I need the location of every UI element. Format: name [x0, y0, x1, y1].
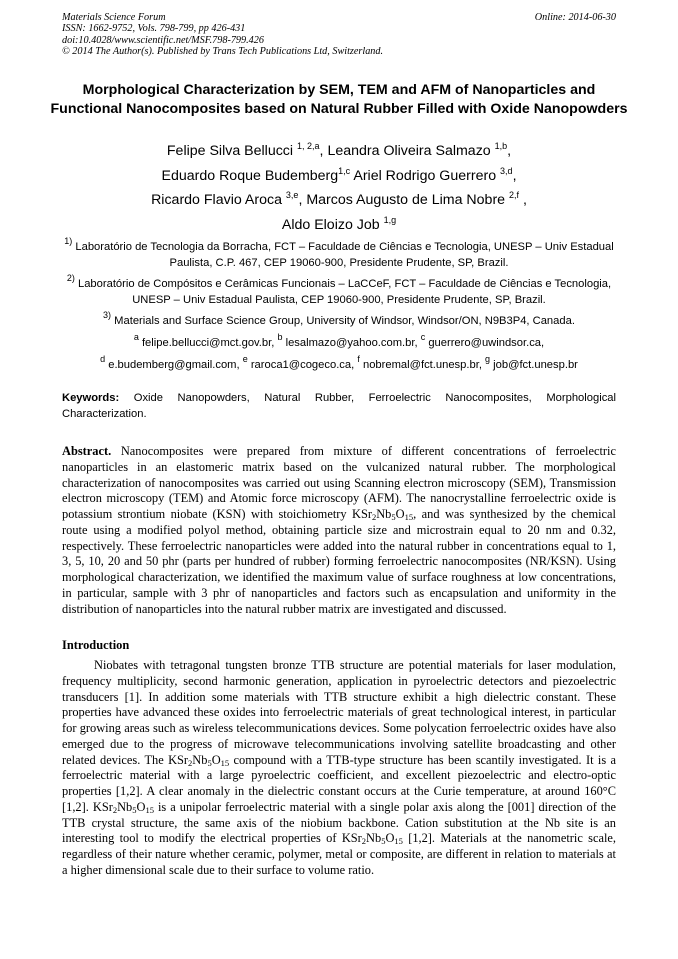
email-mark: a — [133, 332, 139, 342]
email-address[interactable]: nobremal@fct.unesp.br — [362, 359, 479, 371]
author-list — [40, 139, 638, 237]
affiliation-text: Laboratório de Tecnologia da Borracha, FCT – Faculdade de Ciências e Tecnologia, UNESP – Univ Estadual Paulista, C.P. 467, CEP 19060-900, Presidente Prudente, SP, Brazil. — [75, 241, 614, 269]
author-name: Ariel Rodrigo Guerrero — [353, 167, 497, 184]
affiliation-text: Materials and Surface Science Group, University of Windsor, Windsor/ON, N9B3P4, Canada. — [114, 315, 575, 327]
keywords — [62, 391, 616, 422]
introduction-text-part: [1,2]. Materials at the nanometric scale, regardless of their nature whether ceramic, polymer, metal or composite, are different in relation to materials at a higher dimensional scale due to their surface to volume ratio. — [62, 831, 616, 877]
author-name: Leandra Oliveira Salmazo — [327, 143, 491, 159]
affiliation-number: 3) — [103, 310, 112, 320]
affiliation-1 — [62, 236, 616, 271]
journal-doi[interactable]: doi:10.4028/www.scientific.net/MSF.798-799.426 — [62, 34, 264, 46]
author-affiliation-mark: 1,c — [338, 165, 351, 176]
introduction-text-part: Niobates with tetragonal tungsten bronze TTB structure are potential materials for laser modulation, frequency multiplicity, second harmonic generation, application in pyroelectric detectors and piezoelectric transducers [1]. In addition some materials with TTB structure exhibit a high dielectric constant. These properties have advanced these oxides into ferroelectric materials of great technological interest, in particular for growing areas such as wireless telecommunications devices. Some polycation ferroelectric oxides have also emerged due to the progress of microwave telecommunications involving satellite broadcasting and other related devices. The — [62, 658, 616, 767]
email-line-2: $^d$ e.budemberg@gmail.com, $^e$ raroca1@cogeco.ca, $^f$ nobremal@fct.unesp.br, $^g$ job@fct.unesp.br — [100, 354, 578, 371]
author-line-3 — [40, 188, 638, 213]
affiliation-number: 1) — [64, 236, 73, 246]
abstract-text-part: , and was synthesized by the chemical route using a modified polyol method, obtaining particle size and microstrain equal to 20 nm and 0.32, respectively. These ferroelectric nanoparticles were added into the natural rubber in concentrations equal to 1, 3, 5, 10, 20 and 50 phr (parts per hundred of rubber) forming ferroelectric nanocomposites (NR/KSN). Using morphological characterization, we identified the maximum value of surface roughness at low concentrations, in particular, sample with 3 phr of nanoparticles and factors such as encapsulation and uniformity in the distribution of nanoparticles into the natural rubber matrix are investigated and discussed. — [62, 507, 616, 616]
author-name: Eduardo Roque Budemberg — [161, 167, 339, 184]
email-address[interactable]: guerrero@uwindsor.ca — [428, 337, 542, 349]
author-affiliation-mark: 1,g — [383, 214, 397, 225]
introduction-text-part: compound with a TTB-type structure has been scantily investigated. It is a ferroelectric material with a large pyroelectric coefficient, and excellent piezoelectric and electro-optic properties [1,2]. A clear anomaly in the dielectric constant occurs at the Curie temperature, at around 160°C [1,2]. — [62, 752, 616, 814]
author-name: Aldo Eloizo Job — [281, 216, 380, 233]
author-affiliation-mark: 1,b — [494, 141, 508, 151]
chemical-formula: $KSr_2Nb_5O_{15}$ — [352, 507, 414, 522]
author-line-4 — [40, 213, 638, 238]
author-separator: , — [519, 192, 527, 208]
author-affiliation-mark: 3,e — [285, 190, 299, 200]
abstract-label: Abstract. — [62, 444, 112, 458]
email-line-1: $^a$ felipe.bellucci@mct.gov.br, $^b$ lesalmazo@yahoo.com.br, $^c$ guerrero@uwindsor.ca, — [133, 332, 545, 349]
email-mark: b — [277, 332, 283, 342]
author-separator: , — [298, 192, 307, 208]
affiliation-number: 2) — [66, 273, 75, 283]
paper-title: Morphological Characterization by SEM, TEM and AFM of Nanoparticles and Functional Nanocomposites based on Natural Rubber Filled with Oxide Nanopowders — [50, 82, 628, 117]
journal-header — [62, 12, 616, 58]
introduction-paragraph — [62, 658, 616, 879]
keywords-label: Keywords: — [62, 392, 120, 404]
journal-issn: ISSN: 1662-9752, Vols. 798-799, pp 426-431 — [62, 23, 246, 35]
email-mark: c — [420, 332, 426, 342]
author-line-2 — [40, 164, 638, 189]
introduction-text-part: is a unipolar ferroelectric material with a single polar axis along the [001] direction of the TTB crystal structure, the same axis of the niobium backbone. Cation substitution at the Nb site is an interesting tool to modify the electrical properties of — [62, 799, 617, 846]
email-mark: g — [485, 354, 491, 364]
email-address[interactable]: felipe.bellucci@mct.gov.br — [141, 337, 272, 349]
author-name: Marcos Augusto de Lima Nobre — [306, 192, 506, 208]
section-heading-introduction: Introduction — [62, 638, 130, 652]
author-affiliation-mark: 2,f — [509, 190, 520, 200]
chemical-formula: $KSr_2Nb_5O_{15}$ — [168, 752, 230, 768]
author-line-1 — [40, 139, 638, 164]
author-affiliation-mark: 1, 2,a — [297, 141, 320, 151]
author-separator: , — [512, 167, 517, 184]
author-affiliation-mark: 3,d — [500, 165, 513, 176]
author-separator: , — [507, 143, 512, 159]
email-mark: d — [100, 354, 106, 364]
email-address[interactable]: raroca1@cogeco.ca — [250, 359, 352, 371]
chemical-formula: $KSr_2Nb_5O_{15}$ — [92, 799, 154, 815]
journal-name: Materials Science Forum — [62, 12, 166, 23]
keywords-text: Oxide Nanopowders, Natural Rubber, Ferroelectric Nanocomposites, Morphological Characterization. — [62, 392, 616, 420]
email-mark: f — [357, 354, 360, 364]
online-date: Online: 2014-06-30 — [534, 12, 616, 23]
author-name: Ricardo Flavio Aroca — [151, 192, 282, 208]
email-address[interactable]: e.budemberg@gmail.com — [108, 359, 237, 371]
affiliation-text: Laboratório de Compósitos e Cerâmicas Funcionais – LaCCeF, FCT – Faculdade de Ciências e Tecnologia, UNESP – Univ Estadual Paulista, CEP 19060-900, Presidente Prudente, SP, Brazil. — [77, 278, 612, 306]
affiliation-2 — [62, 273, 616, 308]
email-mark: e — [242, 354, 248, 364]
email-address[interactable]: job@fct.unesp.br — [493, 359, 578, 371]
abstract-text-part: Nanocomposites were prepared from mixture of different concentrations of ferroelectric nanoparticles in an elastomeric matrix based on the vulcanized natural rubber. The morphological characterization of nanocomposites was carried out using Scanning electron microscopy (SEM), Transmission electron microscopy (TEM) and Atomic force microscopy (AFM). The nanocrystalline ferroelectric oxide is potassium strontium niobate (KSN) with stoichiometry — [62, 444, 616, 521]
affiliation-3 — [62, 310, 616, 330]
author-separator: , — [319, 143, 328, 159]
author-name: Felipe Silva Bellucci — [166, 143, 294, 159]
copyright-notice: © 2014 The Author(s). Published by Trans Tech Publications Ltd, Switzerland. — [62, 46, 384, 58]
email-address[interactable]: lesalmazo@yahoo.com.br — [285, 337, 415, 349]
abstract — [62, 444, 616, 617]
chemical-formula: $KSr_2Nb_5O_{15}$ — [341, 831, 403, 847]
